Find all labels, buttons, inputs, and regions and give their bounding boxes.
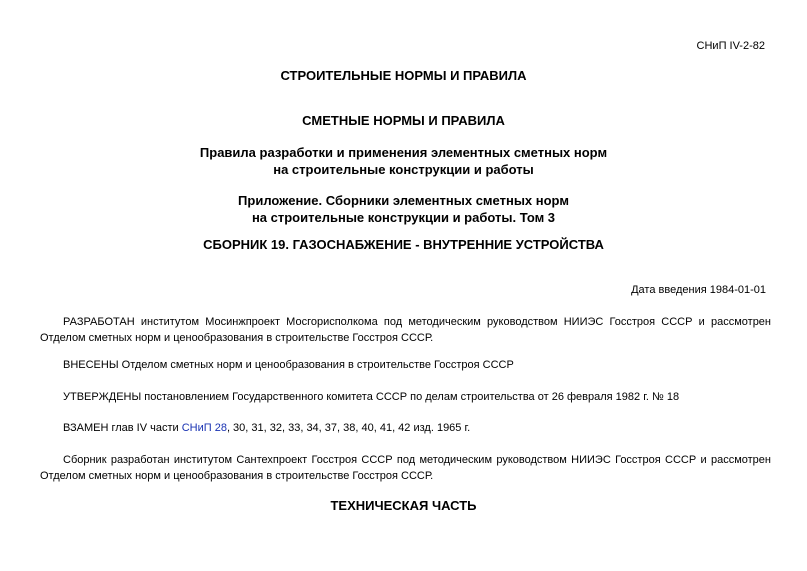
developed-paragraph (40, 314, 771, 346)
collection-developed-paragraph (40, 452, 771, 484)
approved-text: УТВЕРЖДЕНЫ постановлением Государственного комитета СССР по делам строительства от 26 февраля 1982 г. № 18 (63, 391, 680, 403)
developed-line-1: РАЗРАБОТАН институтом Мосинжпроект Мосгорисполкома под методическим руководством НИИЭС Госстроя СССР и рассмотрен (63, 316, 771, 328)
intro-date: Дата введения 1984-01-01 (631, 284, 766, 296)
collection-title: СБОРНИК 19. ГАЗОСНАБЖЕНИЕ - ВНУТРЕННИЕ УСТРОЙСТВА (203, 237, 604, 252)
replaces-suffix: , 30, 31, 32, 33, 34, 37, 38, 40, 41, 42 изд. 1965 г. (226, 422, 471, 434)
replaces-prefix: ВЗАМЕН глав IV части (63, 422, 182, 434)
approved-paragraph (40, 389, 771, 405)
appendix-title-line-1: Приложение. Сборники элементных сметных норм (238, 193, 569, 208)
main-title: СТРОИТЕЛЬНЫЕ НОРМЫ И ПРАВИЛА (280, 68, 527, 83)
replaces-paragraph (40, 420, 771, 436)
introduced-text: ВНЕСЕНЫ Отделом сметных норм и ценообразования в строительстве Госстроя СССР (63, 359, 514, 371)
collection-developed-line-1: Сборник разработан институтом Сантехпроект Госстроя СССР под методическим руководством НИИЭС Госстроя СССР и рассмотрен (63, 454, 771, 466)
replaces-line (40, 420, 771, 436)
technical-part-heading: ТЕХНИЧЕСКАЯ ЧАСТЬ (330, 498, 477, 513)
snip-28-link[interactable]: СНиП 28 (181, 422, 227, 434)
document-code: СНиП IV-2-82 (696, 40, 765, 52)
subtitle: СМЕТНЫЕ НОРМЫ И ПРАВИЛА (302, 113, 505, 128)
introduced-paragraph (40, 357, 771, 373)
rules-title-line-1: Правила разработки и применения элементных сметных норм (199, 145, 608, 160)
rules-title-line-2: на строительные конструкции и работы (273, 162, 534, 177)
developed-line-2: Отделом сметных норм и ценообразования в строительстве Госстроя СССР. (40, 332, 434, 344)
collection-developed-line-2: Отделом сметных норм и ценообразования в строительстве Госстроя СССР. (40, 470, 434, 482)
appendix-title-line-2: на строительные конструкции и работы. Том 3 (251, 210, 556, 225)
